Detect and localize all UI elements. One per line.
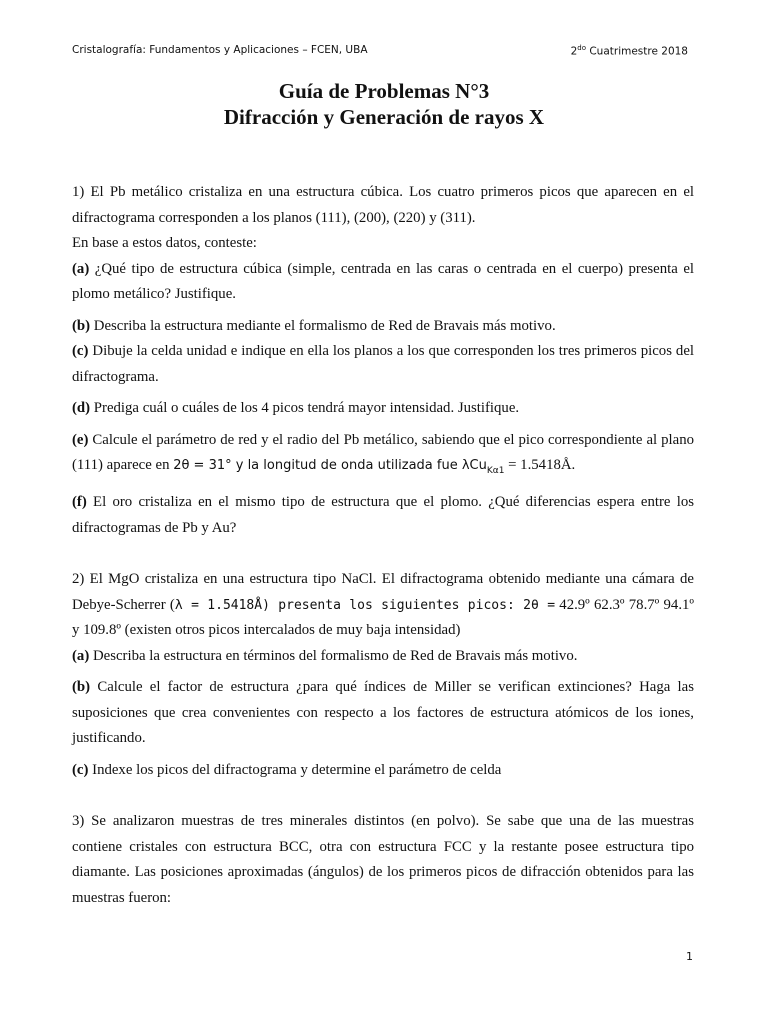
problem-1-item-a: (a) ¿Qué tipo de estructura cúbica (simple, centrada en las caras o centrada en el cuerpo) presenta el plomo metálico? Justifique. [72, 260, 694, 302]
document-body [72, 180, 694, 911]
problem-2-item-c: (c) Indexe los picos del difractograma y determine el parámetro de celda [72, 761, 502, 778]
problem-1-item-b: (b) Describa la estructura mediante el formalismo de Red de Bravais más motivo. [72, 317, 556, 334]
problem-1-intro: 1) El Pb metálico cristaliza en una estructura cúbica. Los cuatro primeros picos que aparecen en el difractograma corresponden a los planos (111), (200), (220) y (311). [72, 184, 694, 226]
problem-1-item-d: (d) Prediga cuál o cuáles de los 4 picos tendrá mayor intensidad. Justifique. [72, 400, 520, 416]
title-line-2: Difracción y Generación de rayos X [223, 105, 545, 129]
problem-1-item-e: (e) Calcule el parámetro de red y el radio del Pb metálico, sabiendo que el pico correspondiente al plano (111) aparece en 2θ = 31° y la longitud de onda utilizada fue λCu$_{K\alpha 1}$ = 1.5418Å. [72, 431, 694, 476]
header-term: $2^{do}$ Cuatrimestre 2018 [570, 44, 688, 58]
problem-2-intro: 2) El MgO cristaliza en una estructura tipo NaCl. El difractograma obtenido mediante una cámara de Debye-Scherrer (λ = 1.5418Å) presenta los siguientes picos: 2θ = 42.9º 62.3º 78.7º 94.1º y 109.8º (existen otros picos intercalados de muy baja intensidad) [72, 571, 694, 639]
title-line-1: Guía de Problemas N°3 [278, 79, 490, 103]
page-number: 1 [686, 950, 693, 963]
page-header [72, 44, 688, 60]
document-title [0, 78, 768, 130]
problem-1-item-f: (f) El oro cristaliza en el mismo tipo de estructura que el plomo. ¿Qué diferencias espera entre los difractogramas de Pb y Au? [72, 494, 694, 536]
problem-1-item-c: (c) Dibuje la celda unidad e indique en ella los planos a los que corresponden los tres primeros picos del difractograma. [72, 343, 694, 385]
problem-2-item-b: (b) Calcule el factor de estructura ¿para qué índices de Miller se verifican extinciones? Haga las suposiciones que crea convenientes con respecto a los factores de estructura atómicos de los iones, justificando. [72, 679, 694, 747]
problem-2-item-a: (a) Describa la estructura en términos del formalismo de Red de Bravais más motivo. [72, 647, 578, 664]
problem-3-text: 3) Se analizaron muestras de tres minerales distintos (en polvo). Se sabe que una de las muestras contiene cristales con estructura BCC, otra con estructura FCC y la restante posee estructura tipo diamante. Las posiciones aproximadas (ángulos) de los primeros picos de difracción obtenidos para las muestras fueron: [72, 813, 694, 906]
problem-1-lead: En base a estos datos, conteste: [72, 235, 257, 251]
header-course: Cristalografía: Fundamentos y Aplicaciones – FCEN, UBA [72, 44, 368, 56]
